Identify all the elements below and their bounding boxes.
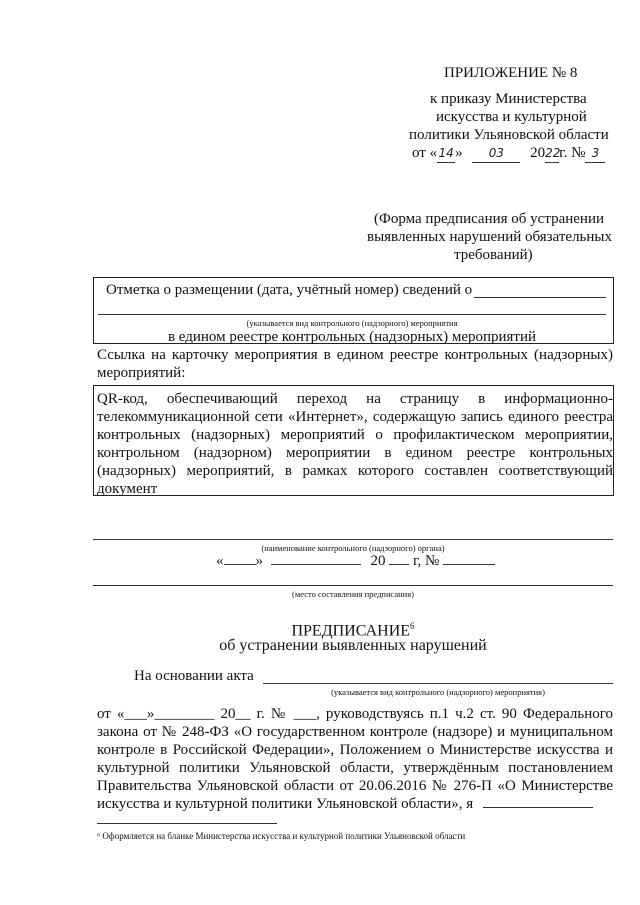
appendix-date-row xyxy=(412,144,612,164)
registry-mark-line-2: в едином реестре контрольных (надзорных) мероприятий xyxy=(167,329,537,345)
handwritten-number: 3 xyxy=(585,144,605,163)
qr-line: QR-код, обеспечивающий переход на страницу в информационно- xyxy=(97,391,613,407)
registry-mark-full-line xyxy=(98,314,606,315)
quote-open: « xyxy=(216,553,224,569)
number-blank xyxy=(443,564,495,565)
qr-code-text xyxy=(97,390,613,498)
basis-last-text: искусства и культурной политики Ульяновской области», я xyxy=(97,796,474,812)
registry-mark-caption: (указывается вид контрольного (надзорного) мероприятия xyxy=(246,318,458,328)
form-title-line-1: (Форма предписания об устранении xyxy=(374,211,604,227)
heading-title: ПРЕДПИСАНИЕ xyxy=(291,622,411,640)
num-prefix: г. № xyxy=(559,145,586,161)
appendix-line-3: политики Ульяновской области xyxy=(409,127,609,143)
year-prefix: 20 xyxy=(530,145,546,161)
document-subtitle: об устранении выявленных нарушений xyxy=(219,637,487,654)
footnote-separator xyxy=(97,823,277,824)
basis-paragraph xyxy=(97,705,613,813)
basis-act-line xyxy=(263,683,613,684)
registry-mark-text: Отметка о размещении (дата, учётный номер) сведений о xyxy=(106,282,473,298)
basis-line: от «___»________ 20__ г. № ___, руководствуясь п.1 ч.2 ст. 90 Федерального xyxy=(97,706,613,722)
basis-line: культурной политики Ульяновской области, утверждённым постановлением xyxy=(97,760,613,776)
basis-line-last xyxy=(97,795,613,813)
inspector-blank xyxy=(483,807,593,808)
form-title-line-3: требований) xyxy=(454,247,533,263)
handwritten-year: 22 xyxy=(545,144,559,163)
handwritten-day: 14 xyxy=(437,144,455,163)
appendix-title: ПРИЛОЖЕНИЕ № 8 xyxy=(444,65,578,81)
footnote-mark: 6 xyxy=(410,621,415,631)
quote-close: » xyxy=(255,553,263,569)
form-title-line-2: выявленных нарушений обязательных xyxy=(367,229,612,245)
place-line xyxy=(93,585,613,586)
basis-line: контроле в Российской Федерации», Положением о Министерстве искусства и xyxy=(97,742,613,758)
qr-line: контрольном (надзорном) мероприятии в едином реестре контрольных xyxy=(97,445,613,461)
qr-line-last: документ xyxy=(97,481,158,497)
basis-line: закона от № 248-ФЗ «О государственном контроле (надзоре) и муниципальном xyxy=(97,724,613,740)
registry-link-line-2: мероприятий: xyxy=(97,365,186,381)
footnote-text: ⁶ Оформляется на бланке Министерства искусства и культурной политики Ульяновской области xyxy=(97,831,466,841)
basis-caption: (указывается вид контрольного (надзорного) мероприятия) xyxy=(331,687,545,697)
appendix-line-2: искусства и культурной xyxy=(436,109,587,125)
basis-line: Правительства Ульяновской области от 20.06.2016 № 276-П «О Министерстве xyxy=(97,778,613,794)
month-blank xyxy=(271,564,361,565)
year-blank xyxy=(389,564,409,565)
date-mid: » xyxy=(455,145,463,161)
basis-label: На основании акта xyxy=(134,668,254,684)
registry-link-line-1: Ссылка на карточку мероприятия в едином реестре контрольных (надзорных) xyxy=(97,347,613,363)
appendix-line-1: к приказу Министерства xyxy=(430,91,587,107)
qr-line: контрольных (надзорных) мероприятий о профилактическом мероприятии, xyxy=(97,427,613,443)
qr-line: телекоммуникационной сети «Интернет», содержащую запись единого реестра xyxy=(97,409,613,425)
registry-mark-blank xyxy=(474,297,606,298)
document-date-row xyxy=(216,552,546,572)
day-blank xyxy=(224,564,256,565)
number-label: г, № xyxy=(413,553,440,569)
handwritten-month: 03 xyxy=(472,144,520,163)
place-caption: (место составления предписания) xyxy=(292,589,414,599)
date-prefix: от « xyxy=(412,145,438,161)
qr-line: (надзорных) мероприятий, в рамках которого составлен соответствующий xyxy=(97,463,613,479)
organ-name-caption: (наименование контрольного (надзорного) органа) xyxy=(261,543,445,553)
organ-name-line xyxy=(93,539,613,540)
year-prefix-2: 20 xyxy=(370,553,386,569)
